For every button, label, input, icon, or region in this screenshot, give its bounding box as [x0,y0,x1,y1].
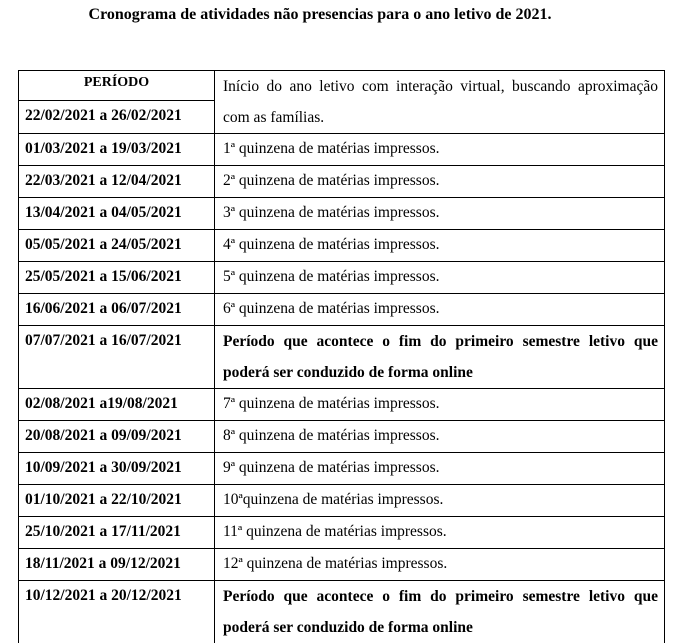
activity-cell: 1ª quinzena de matérias impressos. [215,134,665,166]
table-row [19,389,665,421]
table-row [19,166,665,198]
period-cell: 25/10/2021 a 17/11/2021 [19,517,215,549]
activity-cell: 9ª quinzena de matérias impressos. [215,453,665,485]
table-row [19,134,665,166]
activity-cell: 6ª quinzena de matérias impressos. [215,294,665,326]
activity-cell: 3ª quinzena de matérias impressos. [215,198,665,230]
period-cell: 22/03/2021 a 12/04/2021 [19,166,215,198]
period-cell: 07/07/2021 a 16/07/2021 [19,326,215,389]
activity-cell: Período que acontece o fim do primeiro semestre letivo que poderá ser conduzido de forma online [215,581,665,643]
table-row [19,294,665,326]
table-row [19,421,665,453]
activity-cell: 11ª quinzena de matérias impressos. [215,517,665,549]
period-cell: 10/12/2021 a 20/12/2021 [19,581,215,643]
activity-cell: 12ª quinzena de matérias impressos. [215,549,665,581]
activity-cell: 10ªquinzena de matérias impressos. [215,485,665,517]
activity-cell: Período que acontece o fim do primeiro semestre letivo que poderá ser conduzido de forma online [215,326,665,389]
table-row [19,230,665,262]
activity-cell: 7ª quinzena de matérias impressos. [215,389,665,421]
activity-cell: 5ª quinzena de matérias impressos. [215,262,665,294]
table-row [19,453,665,485]
table-row [19,549,665,581]
activity-cell: 8ª quinzena de matérias impressos. [215,421,665,453]
period-cell: 13/04/2021 a 04/05/2021 [19,198,215,230]
period-header: PERÍODO [19,71,215,101]
table-row [19,198,665,230]
period-cell: 01/03/2021 a 19/03/2021 [19,134,215,166]
table-row [19,485,665,517]
table-row [19,71,665,101]
period-cell: 16/06/2021 a 06/07/2021 [19,294,215,326]
period-cell: 22/02/2021 a 26/02/2021 [19,101,215,134]
activity-cell: 2ª quinzena de matérias impressos. [215,166,665,198]
table-row [19,262,665,294]
table-row [19,581,665,643]
period-cell: 20/08/2021 a 09/09/2021 [19,421,215,453]
period-cell: 25/05/2021 a 15/06/2021 [19,262,215,294]
period-cell: 18/11/2021 a 09/12/2021 [19,549,215,581]
activity-cell: Início do ano letivo com interação virtual, buscando aproximação com as famílias. [215,71,665,134]
activity-cell: 4ª quinzena de matérias impressos. [215,230,665,262]
period-cell: 10/09/2021 a 30/09/2021 [19,453,215,485]
period-cell: 05/05/2021 a 24/05/2021 [19,230,215,262]
document-title: Cronograma de atividades não presencias para o ano letivo de 2021. [0,6,640,24]
table-row [19,517,665,549]
period-cell: 02/08/2021 a19/08/2021 [19,389,215,421]
schedule-table [18,70,665,643]
period-cell: 01/10/2021 a 22/10/2021 [19,485,215,517]
table-row [19,326,665,389]
